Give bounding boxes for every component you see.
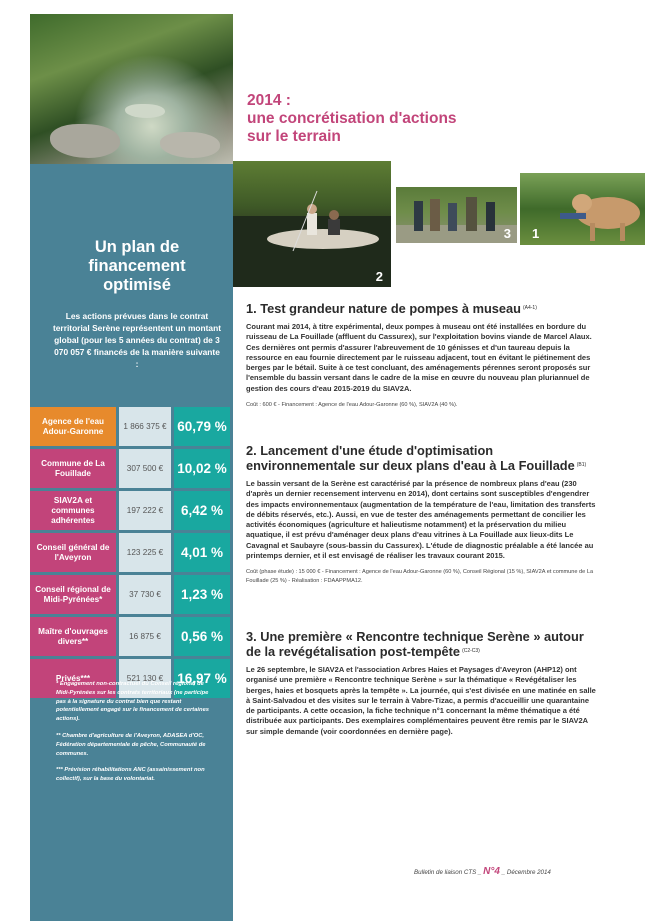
boat-photo-illustration <box>233 161 391 287</box>
funder-amount: 16 875 € <box>119 617 171 656</box>
section-muzzle-pumps <box>246 301 596 410</box>
funder-amount: 197 222 € <box>119 491 171 530</box>
funding-row <box>30 491 233 530</box>
funding-intro: Les actions prévues dans le contrat territorial Serène représentent un montant global (pour les 5 années du contrat) de 3 070 057 € financés de la manière suivante : <box>52 311 221 369</box>
funder-name: Conseil régional de Midi-Pyrénées* <box>30 575 116 614</box>
funder-amount: 1 866 375 € <box>119 407 171 446</box>
funder-name: Agence de l'eau Adour-Garonne <box>30 407 116 446</box>
footer-issue: N°4 <box>483 866 500 877</box>
photo-number: 1 <box>532 226 540 241</box>
section-body: Le 26 septembre, le SIAV2A et l'association Arbres Haies et Paysages d'Aveyron (AHP12) ont organisé une première « Rencontre technique Serène » sur la thématique « Revégétaliser les berges, haies et bosquets après la tempête ». La journée, qui s'est divisée en une matinée en salle à Saint-Salvadou et des visites sur le terrain à Vabre-Tizac, a permis d'accueillir une quarantaine de participants. A cette occasion, la fiche technique n°1 concernant la même thématique a été distribuée aux participants. Des exemplaires complémentaires peuvent être remis par le SIAV2A sur simple demande (voir coordonnées en dernière page). <box>246 665 596 736</box>
footnote: ** Chambre d'agriculture de l'Aveyron, ADASEA d'OC, Fédération départementale de pêche, Communauté de communes. <box>56 732 206 757</box>
funder-amount: 37 730 € <box>119 575 171 614</box>
section-technical-meeting <box>246 629 596 737</box>
funding-row <box>30 533 233 572</box>
funder-percent: 10,02 % <box>174 449 230 488</box>
section-cost-note: Coût : 600 € - Financement : Agence de l'eau Adour-Garonne (60 %), SIAV2A (40 %). <box>246 402 458 409</box>
section-title-text: 2. Lancement d'une étude d'optimisation environnementale sur deux plans d'eau à La Fouillade <box>246 443 575 473</box>
section-ponds-study <box>246 443 596 586</box>
section-ref: (C2-C3) <box>462 648 480 654</box>
funder-name: Conseil général de l'Aveyron <box>30 533 116 572</box>
funder-percent: 6,42 % <box>174 491 230 530</box>
funding-footnotes <box>56 680 216 792</box>
page-title-line: une concrétisation d'actions <box>247 110 457 127</box>
group-photo-illustration <box>396 187 517 243</box>
section-title <box>246 301 596 316</box>
photo-cow-pasture <box>520 173 645 245</box>
section-title-text: 1. Test grandeur nature de pompes à museau <box>246 301 521 316</box>
footnote: * Engagement non-contractuel du Conseil régional de Midi-Pyrénées sur les contrats territoriaux (ne participe pas à la signature du contrat bien que restant potentiellement engagé sur le financement de certaines actions). <box>56 681 210 723</box>
funding-row <box>30 407 233 446</box>
photo-number: 2 <box>375 269 383 284</box>
funder-percent: 4,01 % <box>174 533 230 572</box>
funding-panel <box>30 164 233 921</box>
section-cost-note: Coût (phase étude) : 15 000 € - Financement : Agence de l'eau Adour-Garonne (60 %), Conseil Régional (15 %), SIAV2A et commune de La Fouillade (25 %) - Réalisation : FDAAPPMA12. <box>246 569 594 585</box>
funder-percent: 0,56 % <box>174 617 230 656</box>
funder-name: Privés*** <box>30 659 116 698</box>
funding-row <box>30 449 233 488</box>
funder-amount: 521 130 € <box>119 659 171 698</box>
funder-name: Commune de La Fouillade <box>30 449 116 488</box>
footnote: *** Prévision réhabilitations ANC (assainissement non collectif), sur la base du volontariat. <box>56 767 205 783</box>
section-title <box>246 443 596 473</box>
funding-table <box>30 407 233 701</box>
page-footer <box>414 866 551 877</box>
funder-amount: 123 225 € <box>119 533 171 572</box>
footer-prefix: Bulletin de liaison CTS _ <box>414 869 482 876</box>
footer-suffix: _ Décembre 2014 <box>501 869 551 876</box>
section-ref: (B1) <box>576 462 587 468</box>
page-title <box>247 92 507 146</box>
funder-percent: 16,97 % <box>174 659 230 698</box>
section-title <box>246 629 596 659</box>
section-ref: (A4-1) <box>522 305 537 311</box>
funder-percent: 1,23 % <box>174 575 230 614</box>
funder-name: Maître d'ouvrages divers** <box>30 617 116 656</box>
funder-percent: 60,79 % <box>174 407 230 446</box>
page-title-line: sur le terrain <box>247 128 341 145</box>
photo-number: 3 <box>503 226 511 241</box>
funding-panel-title: Un plan de financement optimisé <box>88 238 186 294</box>
funding-row <box>30 617 233 656</box>
funder-name: SIAV2A et communes adhérentes <box>30 491 116 530</box>
photo-boat-pond <box>233 161 391 287</box>
funder-amount: 307 500 € <box>119 449 171 488</box>
photo-group-visit <box>396 187 517 243</box>
funding-row <box>30 575 233 614</box>
section-body: Courant mai 2014, à titre expérimental, deux pompes à museau ont été installées en bordure du ruisseau de La Fouillade (affluent du Cassurex), sur l'exploitation bovins viande de Marcel Alaux. Ces dernières ont permis d'assurer l'abreuvement de 10 génisses et d'un taureau depuis la ressource en eau fournie directement par le ruisseau adjacent, tout en évitant le piétinement des berges par le bétail. Suite à ce test concluant, des aménagements pérennes seront proposés sur l'ensemble du bassin versant dans le cadre de la mise en œuvre du nouveau plan pluriannuel de gestion des cours d'eau 2015-2019 du SIAV2A. <box>246 322 592 393</box>
section-title-text: 3. Une première « Rencontre technique Serène » autour de la revégétalisation post-tempête <box>246 629 584 659</box>
page-title-line: 2014 : <box>247 92 291 109</box>
river-photo <box>30 14 233 164</box>
section-body: Le bassin versant de la Serène est caractérisé par la présence de nombreux plans d'eau (230 d'après un dernier recensement intervenu en 2014), dont certains sont susceptibles d'engendrer des impacts environnementaux (augmentation de la température de l'eau, limitation des transferts de débits réservés, etc.). Aussi, en vue de tester des aménagements permettant de concilier les activités économiques (agriculture et halieutisme notamment) et la préservation du milieu aquatique, il est prévu d'aménager deux plans d'eau vitrines à La Fouillade aux lieux-dits Le Cavagnal et Saubayre (sous-bassin du Cassurex). L'étude de diagnostic préalable a été lancée au printemps dernier, et il est envisagé de réaliser les travaux courant 2015. <box>246 479 596 561</box>
